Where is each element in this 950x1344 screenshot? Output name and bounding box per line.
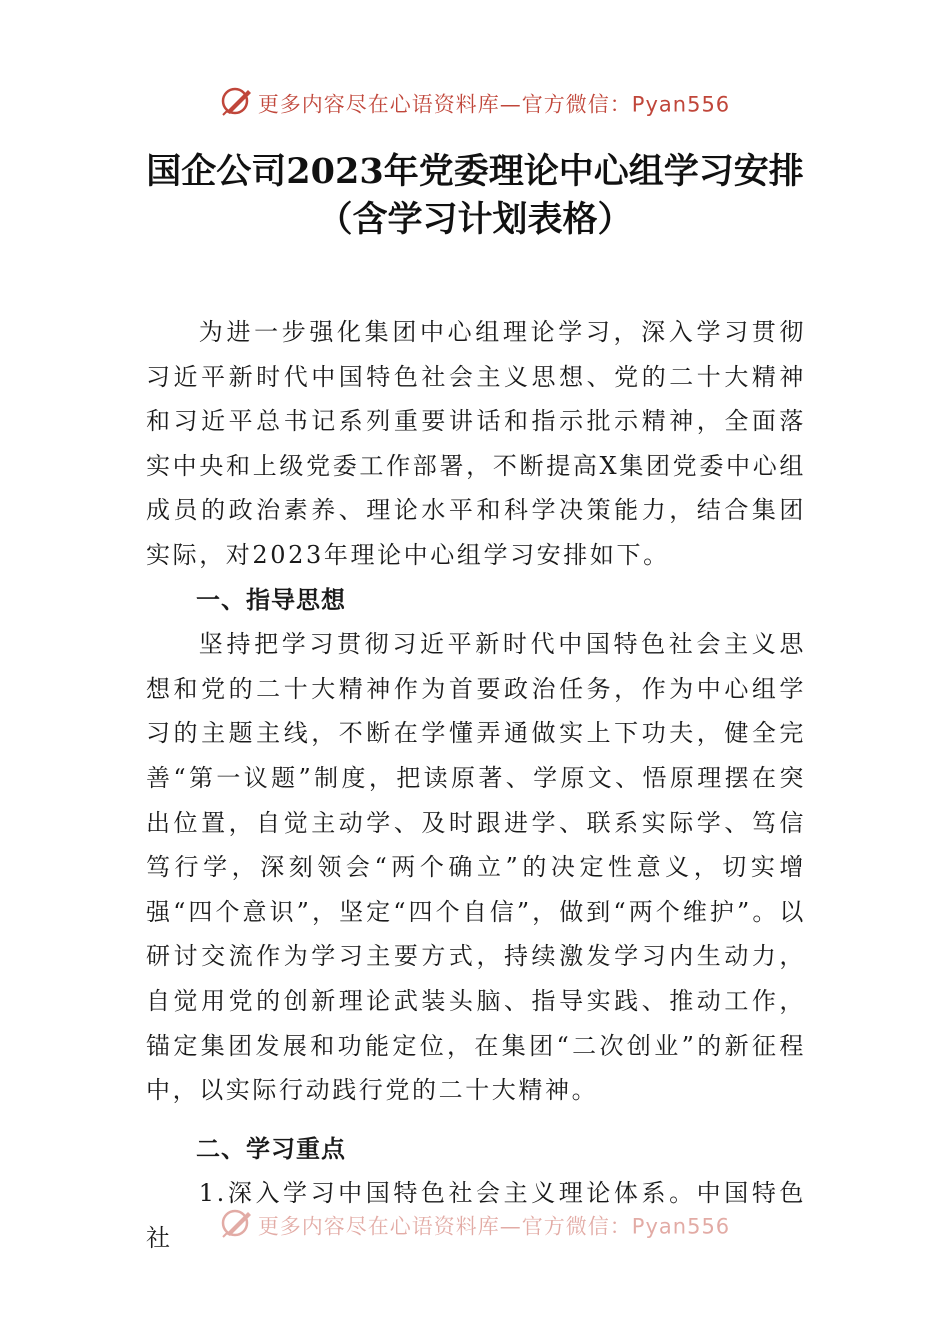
watermark-text: 更多内容尽在心语资料库—官方微信：Pyan556 [257, 1214, 731, 1239]
guiding-ideology-paragraph: 坚持把学习贯彻习近平新时代中国特色社会主义思想和党的二十大精神作为首要政治任务，作为中心组学习的主题主线，不断在学懂弄通做实上下功夫，健全完善“第一议题”制度，把读原著、学原文、悟原理摆在突出位置，自觉主动学、及时跟进学、联系实际学、笃信笃行学，深刻领会“两个确立”的决定性意义，切实增强“四个意识”，坚定“四个自信”，做到“两个维护”。以研讨交流作为学习主要方式，持续激发学习内生动力，自觉用党的创新理论武装头脑、指导实践、推动工作，锚定集团发展和功能定位，在集团“二次创业”的新征程中，以实际行动践行党的二十大精神。 [146, 630, 806, 1105]
study-focus-item-1: 1.深入学习中国特色社会主义理论体系。中国特色社 [146, 1179, 806, 1252]
watermark-bottom [0, 1208, 950, 1243]
watermark-text: 更多内容尽在心语资料库—官方微信：Pyan556 [257, 92, 731, 117]
document-title: 国企公司2023年党委理论中心组学习安排 [146, 151, 804, 192]
pen-logo-icon [220, 1208, 254, 1243]
section-heading-guiding-ideology: 一、指导思想 [196, 585, 346, 614]
document-subtitle: （含学习计划表格） [317, 199, 633, 240]
document-body [146, 310, 806, 1260]
watermark-top [0, 86, 950, 121]
section-heading-study-focus: 二、学习重点 [196, 1134, 346, 1163]
pen-logo-icon [220, 86, 254, 121]
intro-paragraph: 为进一步强化集团中心组理论学习，深入学习贯彻习近平新时代中国特色社会主义思想、党的二十大精神和习近平总书记系列重要讲话和指示批示精神，全面落实中央和上级党委工作部署，不断提高X集团党委中心组成员的政治素养、理论水平和科学决策能力，结合集团实际，对2023年理论中心组学习安排如下。 [146, 318, 806, 569]
